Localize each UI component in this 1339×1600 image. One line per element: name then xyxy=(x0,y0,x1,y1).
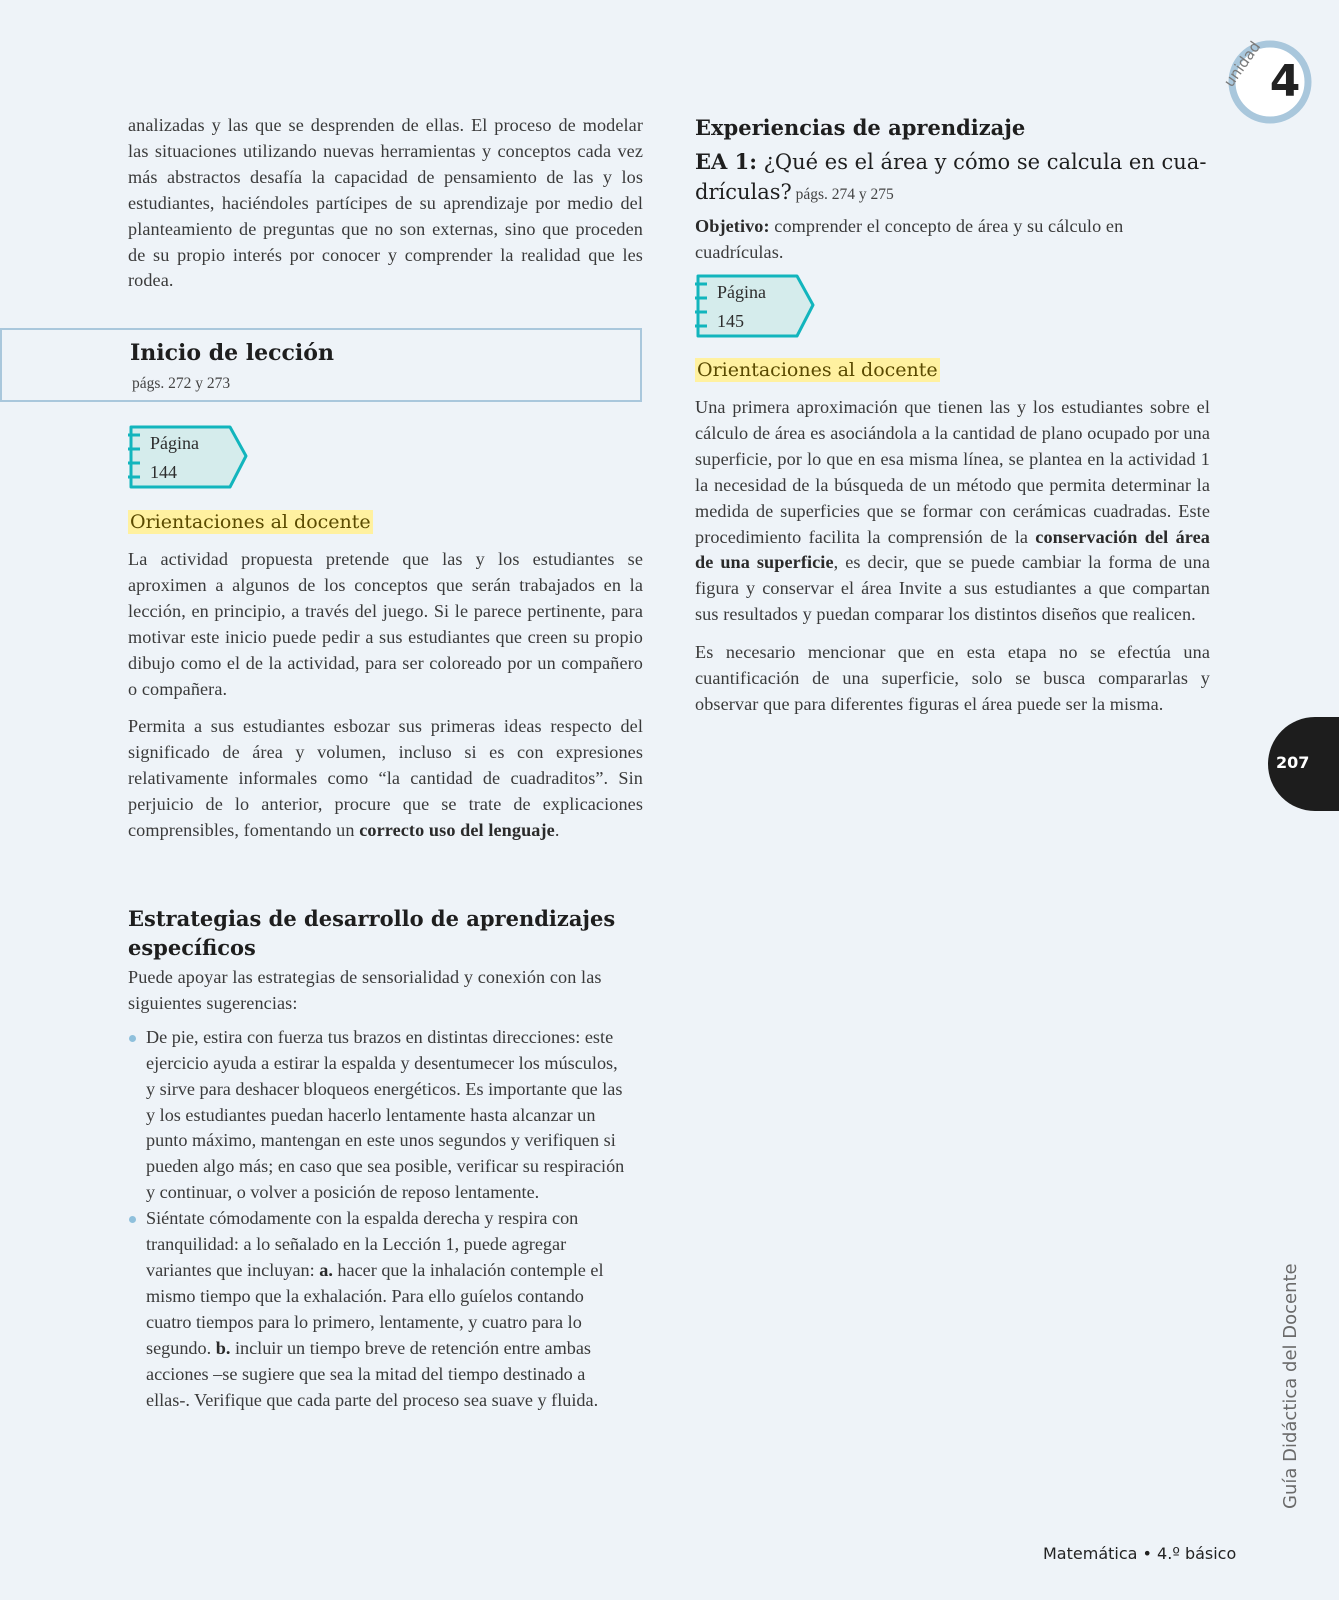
sidebar-title xyxy=(1280,1263,1301,1509)
sidebar-text: Guía Didáctica del Docente xyxy=(1280,1263,1301,1509)
right-paragraph-2: Es necesario mencionar que en esta etapa no se efectúa una cuantificación de una superficie, solo se busca compararlas y observar que para diferentes figuras el área puede ser la misma. xyxy=(695,642,1210,714)
unit-badge xyxy=(1208,28,1328,128)
left-column xyxy=(128,113,643,294)
right-lower xyxy=(695,358,1210,718)
right-p1-end: , es decir, que se puede cambiar la forma de una figura y conservar el área Invite a sus estudiantes a que compartan sus resultados y puedan comparar los distintos diseños que realicen. xyxy=(695,552,1210,625)
right-paragraph-1 xyxy=(695,395,1210,628)
bullet2-text-2: hacer que la inhalación contemple el mismo tiempo que la exhalación. Para ello guíelos contando cuatro tiempos para lo primero, lentamente, y cuatro para lo segundo. xyxy=(146,1259,604,1358)
page-tag-number: 145 xyxy=(717,311,744,331)
objective xyxy=(695,214,1210,266)
orient-p2-bold: correcto uso del lenguaje xyxy=(359,820,555,841)
unit-label: unidad xyxy=(1220,37,1265,91)
list-item xyxy=(128,1206,628,1413)
page-number: 207 xyxy=(1276,753,1310,772)
orient-paragraph-2 xyxy=(128,714,643,844)
strategies-section xyxy=(128,904,643,1413)
lesson-header-box xyxy=(0,328,642,402)
lesson-title: Inicio de lección xyxy=(130,340,334,366)
ea-pages: págs. 274 y 275 xyxy=(791,186,894,203)
orient-p2-text: Permita a sus estudiantes esbozar sus primeras ideas respecto del significado de área y volumen, incluso si es con expresiones relativamente informales como “la cantidad de cuadraditos”. Sin perjuicio de lo anterior, procure que se trate de explicaciones comprensibles, fomentando un xyxy=(128,716,643,841)
right-p1-bold: conservación del área de una superficie xyxy=(695,526,1210,573)
right-p1-text: Una primera aproximación que tienen las y los estudiantes sobre el cálculo de área es asociándola a la cantidad de plano ocupado por una superficie, por lo que en esa misma línea, se plantea en la actividad 1 la necesidad de la búsqueda de un método que permita determinar la medida de superficies que se formar con cerámicas cuadradas. Este procedimiento facilita la comprensión de la xyxy=(695,397,1210,547)
right-column xyxy=(695,113,1210,266)
strategies-list xyxy=(128,1025,628,1414)
experiencias-heading: Experiencias de aprendizaje xyxy=(695,115,1026,140)
bullet2-text-3: incluir un tiempo breve de retención entre ambas acciones –se sugiere que sea la mitad del tiempo destinado a ellas-. Verifique que cada parte del proceso sea suave y fluida. xyxy=(146,1337,599,1410)
page-tag-145 xyxy=(695,274,815,338)
footer-text: Matemática • 4.º básico xyxy=(1043,1544,1237,1563)
bullet2-b-label: b. xyxy=(215,1337,231,1358)
bullet2-text: Siéntate cómodamente con la espalda derecha y respira con tranquilidad: a lo señalado en la Lección 1, puede agregar variantes que incluyan: xyxy=(146,1208,579,1280)
page-tag-label: Página xyxy=(150,433,199,453)
ea-question: ¿Qué es el área y cómo se calcula en cuadrículas? xyxy=(695,150,1207,204)
page-tag-number: 144 xyxy=(150,462,177,482)
orientaciones-heading: Orientaciones al docente xyxy=(697,359,938,381)
objective-label: Objetivo: xyxy=(695,216,770,236)
strategies-heading: Estrategias de desarrollo de aprendizajes específicos xyxy=(128,906,616,960)
orient-p2-end: . xyxy=(554,820,560,841)
bullet2-a-label: a. xyxy=(319,1259,333,1280)
page-tag-label: Página xyxy=(717,282,766,302)
strategies-intro: Puede apoyar las estrategias de sensorialidad y conexión con las siguientes sugerencias: xyxy=(128,967,602,1013)
lesson-pages: págs. 272 y 273 xyxy=(132,375,231,392)
ea-title xyxy=(695,147,1210,210)
objective-text: comprender el concepto de área y su cálculo en cuadrículas. xyxy=(695,216,1124,262)
orientaciones-heading: Orientaciones al docente xyxy=(130,511,371,533)
page-tag-144 xyxy=(128,425,248,489)
intro-paragraph: analizadas y las que se desprenden de ellas. El proceso de modelar las situaciones utilizando nuevas herramientas y conceptos cada vez más abstractos desafía la capacidad de pensamiento de las y los estudiantes, haciéndoles partícipes de su aprendizaje por medio del planteamiento de preguntas que no son externas, sino que proceden de su propio interés por conocer y comprender la realidad que les rodea. xyxy=(128,115,643,291)
unit-number: 4 xyxy=(1269,56,1301,107)
left-lower xyxy=(128,510,643,844)
page-number-tab xyxy=(1268,717,1339,811)
ea-label: EA 1: xyxy=(695,149,757,174)
list-item: De pie, estira con fuerza tus brazos en distintas direcciones: este ejercicio ayuda a estirar la espalda y desentumecer los músculos, y sirve para deshacer bloqueos energéticos. Es importante que las y los estudiantes puedan hacerlo lentamente hasta alcanzar un punto máximo, mantengan en este unos segundos y verifiquen si pueden algo más; en caso que sea posible, verificar su respiración y continuar, o volver a posición de reposo lentamente. xyxy=(128,1025,628,1206)
orient-paragraph-1: La actividad propuesta pretende que las y los estudiantes se aproximen a algunos de los conceptos que serán trabajados en la lección, en principio, a través del juego. Si le parece pertinente, para motivar este inicio puede pedir a sus estudiantes que creen su propio dibujo como el de la actividad, para ser coloreado por un compañero o compañera. xyxy=(128,549,643,699)
